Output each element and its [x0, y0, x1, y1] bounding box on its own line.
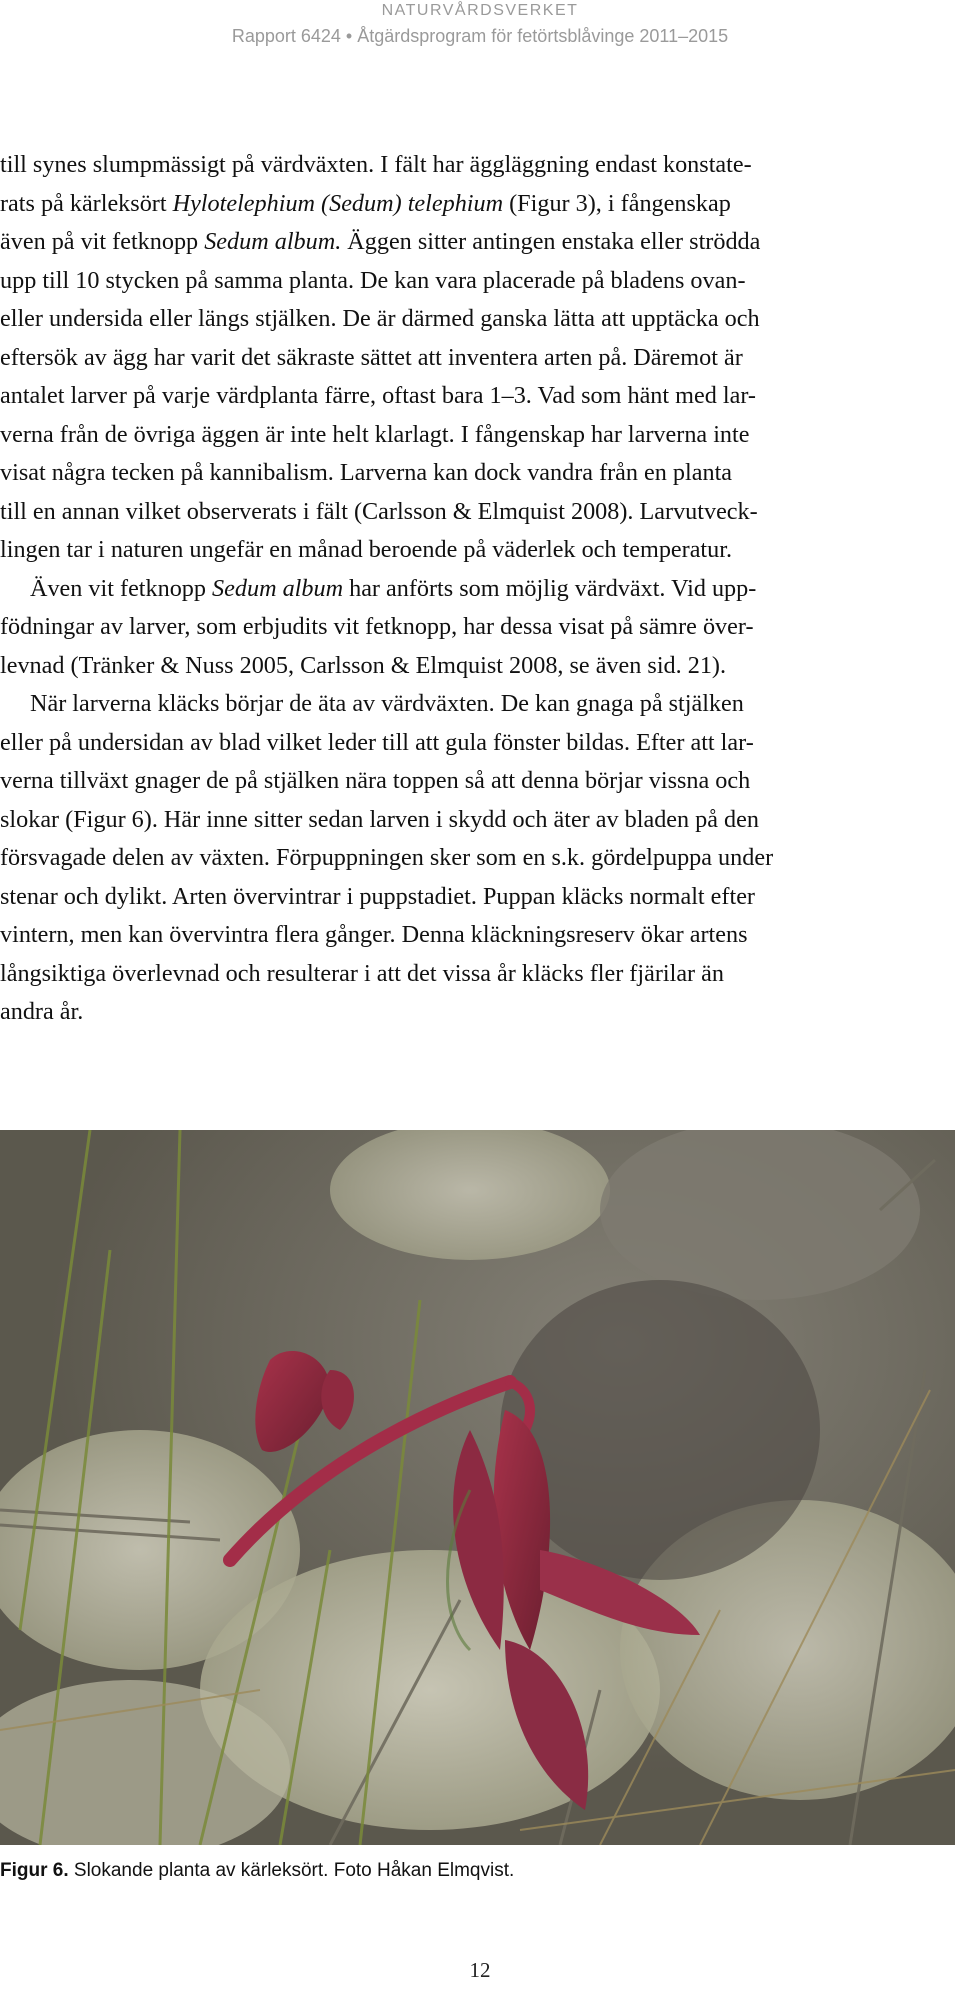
text-line: [0, 146, 960, 185]
text-line: [0, 724, 960, 763]
text-segment: verna från de övriga äggen är inte helt klarlagt. I fångenskap har larverna inte: [0, 420, 750, 448]
text-line: [0, 531, 960, 570]
text-segment: eller undersida eller längs stjälken. De är därmed ganska lätta att upptäcka och: [0, 305, 760, 332]
text-line: [0, 647, 960, 686]
text-segment: När larverna kläcks börjar de äta av värdväxten. De kan gnaga på stjälken: [30, 690, 744, 717]
caption-text: Slokande planta av kärleksört. Foto Håkan Elmqvist.: [68, 1860, 515, 1881]
italic-species-name: Sedum album.: [204, 228, 342, 255]
text-segment: långsiktiga överlevnad och resulterar i att det vissa år kläcks fler fjärilar än: [0, 959, 724, 987]
report-title: Rapport 6424 • Åtgärdsprogram för fetörtsblåvinge 2011–2015: [231, 26, 729, 46]
text-segment: slokar (Figur 6). Här inne sitter sedan larven i skydd och äter av bladen på den: [0, 805, 759, 833]
page-number: 12: [469, 1958, 491, 1982]
text-segment: levnad (Tränker & Nuss 2005, Carlsson & Elmquist 2008, se även sid. 21).: [0, 651, 727, 679]
text-segment: upp till 10 stycken på samma planta. De kan vara placerade på bladens ovan-: [0, 266, 746, 294]
publisher-name: NATURVÅRDSVERKET: [381, 2, 579, 19]
text-segment: lingen tar i naturen ungefär en månad beroende på väderlek och temperatur.: [0, 536, 733, 563]
italic-species-name: Hylotelephium (Sedum) telephium: [172, 189, 504, 217]
text-segment: stenar och dylikt. Arten övervintrar i puppstadiet. Puppan kläcks normalt efter: [0, 882, 755, 910]
text-line: [0, 300, 960, 339]
text-line: [0, 685, 960, 724]
italic-species-name: Sedum album: [212, 574, 344, 602]
text-line: [0, 416, 960, 455]
text-line: [0, 762, 960, 801]
text-line: [0, 493, 960, 532]
text-line: [0, 955, 960, 994]
text-segment: födningar av larver, som erbjudits vit fetknopp, har dessa visat på sämre över-: [0, 613, 754, 640]
figure-caption: [0, 1860, 960, 1882]
text-line: [0, 993, 960, 1032]
text-line: [0, 878, 960, 917]
text-line: [0, 839, 960, 878]
text-segment: vintern, men kan övervintra flera gånger. Denna kläckningsreserv ökar artens: [0, 921, 748, 948]
body-text: [0, 146, 960, 1032]
text-line: [0, 262, 960, 301]
text-segment: verna tillväxt gnager de på stjälken nära toppen så att denna börjar vissna och: [0, 767, 751, 794]
text-segment: till synes slumpmässigt på värdväxten. I fält har äggläggning endast konstate-: [0, 151, 752, 178]
text-segment: rats på kärleksört: [0, 189, 173, 217]
figure-label: Figur 6.: [0, 1860, 69, 1881]
text-line: [0, 339, 960, 378]
text-segment: försvagade delen av växten. Förpuppningen sker som en s.k. gördelpuppa under: [0, 844, 774, 871]
text-segment: eller på undersidan av blad vilket leder till att gula fönster bildas. Efter att lar-: [0, 728, 754, 756]
text-segment: även på vit fetknopp: [0, 228, 205, 255]
text-segment: (Figur 3), i fångenskap: [503, 189, 731, 217]
text-line: [0, 570, 960, 609]
text-line: [0, 608, 960, 647]
text-line: [0, 377, 960, 416]
text-line: [0, 454, 960, 493]
text-line: [0, 185, 960, 224]
text-segment: Även vit fetknopp: [30, 574, 213, 602]
text-segment: andra år.: [0, 998, 84, 1025]
text-line: [0, 223, 960, 262]
plant-photo-illustration: [0, 1130, 955, 1845]
text-line: [0, 916, 960, 955]
text-line: [0, 801, 960, 840]
figure-photo: [0, 1130, 955, 1845]
text-segment: visat några tecken på kannibalism. Larverna kan dock vandra från en planta: [0, 459, 733, 486]
text-segment: antalet larver på varje värdplanta färre, oftast bara 1–3. Vad som hänt med lar-: [0, 382, 756, 409]
text-segment: till en annan vilket observerats i fält (Carlsson & Elmquist 2008). Larvutveck-: [0, 497, 758, 525]
text-segment: Äggen sitter antingen enstaka eller strödda: [341, 228, 761, 255]
text-segment: eftersök av ägg har varit det säkraste sättet att inventera arten på. Däremot är: [0, 343, 743, 371]
text-segment: har anförts som möjlig värdväxt. Vid upp-: [343, 574, 757, 602]
